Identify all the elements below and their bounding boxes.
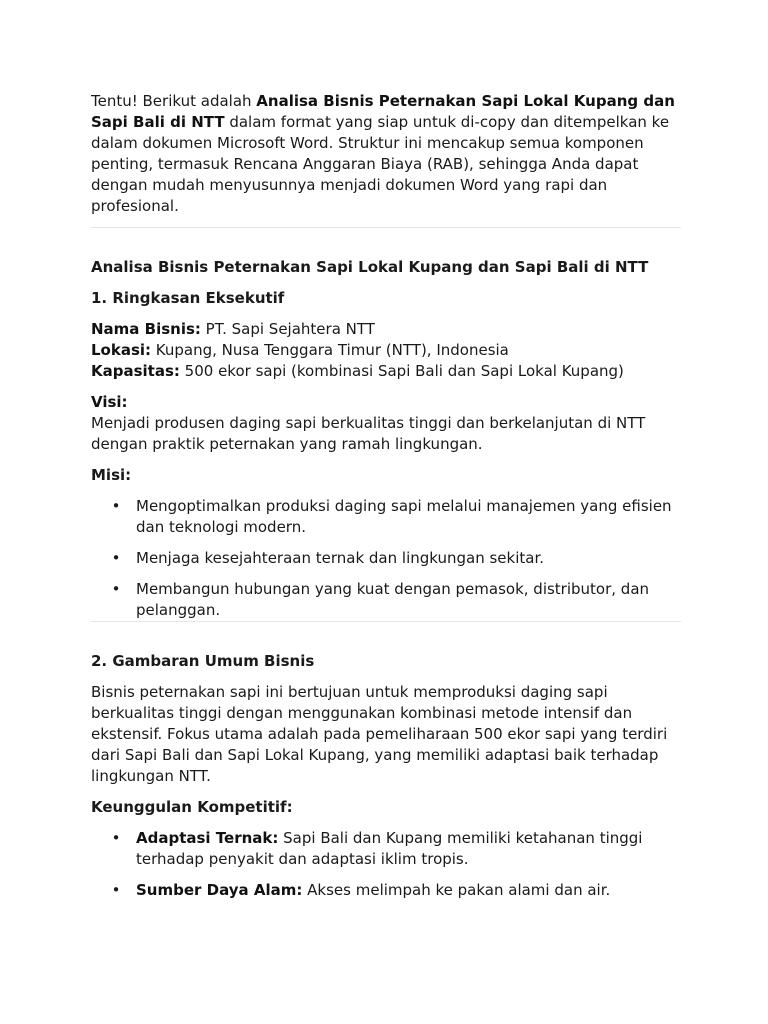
section-2-heading: 2. Gambaran Umum Bisnis: [91, 652, 315, 670]
list-item: [91, 548, 681, 569]
document-content: [91, 91, 681, 901]
visi-label: Visi:: [91, 393, 128, 411]
misi-label: Misi:: [91, 466, 132, 484]
bullet-icon: •: [111, 829, 121, 847]
intro-bold-title: Analisa Bisnis Peternakan Sapi Lokal Kupang dan Sapi Bali di NTT: [91, 92, 675, 131]
field-value: PT. Sapi Sejahtera NTT: [200, 320, 375, 338]
bullet-icon: •: [111, 497, 121, 515]
visi-block: [91, 392, 681, 455]
keunggulan-item-label: Adaptasi Ternak:: [136, 829, 279, 847]
misi-item-text: Menjaga kesejahteraan ternak dan lingkungan sekitar.: [136, 549, 545, 567]
field-nama-bisnis: [91, 319, 681, 340]
field-label: Nama Bisnis:: [91, 320, 201, 338]
keunggulan-item-text: Sapi Bali dan Kupang memiliki ketahanan tinggi terhadap penyakit dan adaptasi iklim tropis.: [136, 829, 643, 868]
intro-suffix: dalam format yang siap untuk di-copy dan ditempelkan ke dalam dokumen Microsoft Word. Struktur ini mencakup semua komponen penting, termasuk Rencana Anggaran Biaya (RAB), sehingga Anda dapat dengan mudah menyusunnya menjadi dokumen Word yang rapi dan profesional.: [91, 113, 670, 215]
intro-prefix: Tentu! Berikut adalah: [91, 92, 257, 110]
section-2-paragraph: Bisnis peternakan sapi ini bertujuan untuk memproduksi daging sapi berkualitas tinggi dengan menggunakan kombinasi metode intensif dan ekstensif. Fokus utama adalah pada pemeliharaan 500 ekor sapi yang terdiri dari Sapi Bali dan Sapi Lokal Kupang, yang memiliki adaptasi baik terhadap lingkungan NTT.: [91, 683, 668, 785]
document-title: Analisa Bisnis Peternakan Sapi Lokal Kupang dan Sapi Bali di NTT: [91, 258, 649, 276]
misi-list: [91, 496, 681, 621]
section-1-heading: 1. Ringkasan Eksekutif: [91, 289, 285, 307]
list-item: [91, 496, 681, 538]
bullet-icon: •: [111, 881, 121, 899]
list-item: [91, 880, 681, 901]
field-kapasitas: [91, 361, 681, 382]
business-info: [91, 319, 681, 382]
field-lokasi: [91, 340, 681, 361]
field-value: 500 ekor sapi (kombinasi Sapi Bali dan Sapi Lokal Kupang): [179, 362, 624, 380]
visi-text: Menjadi produsen daging sapi berkualitas tinggi dan berkelanjutan di NTT dengan praktik peternakan yang ramah lingkungan.: [91, 414, 646, 453]
field-label: Lokasi:: [91, 341, 152, 359]
keunggulan-list: [91, 828, 681, 901]
intro-paragraph: [91, 91, 681, 217]
list-item: [91, 828, 681, 870]
misi-item-text: Membangun hubungan yang kuat dengan pemasok, distributor, dan pelanggan.: [136, 580, 650, 619]
list-item: [91, 579, 681, 621]
divider: [91, 621, 681, 622]
bullet-icon: •: [111, 549, 121, 567]
keunggulan-item-text: Akses melimpah ke pakan alami dan air.: [302, 881, 611, 899]
field-label: Kapasitas:: [91, 362, 180, 380]
keunggulan-item-label: Sumber Daya Alam:: [136, 881, 303, 899]
misi-item-text: Mengoptimalkan produksi daging sapi melalui manajemen yang efisien dan teknologi modern.: [136, 497, 672, 536]
bullet-icon: •: [111, 580, 121, 598]
keunggulan-label: Keunggulan Kompetitif:: [91, 798, 293, 816]
divider: [91, 227, 681, 228]
field-value: Kupang, Nusa Tenggara Timur (NTT), Indonesia: [151, 341, 509, 359]
